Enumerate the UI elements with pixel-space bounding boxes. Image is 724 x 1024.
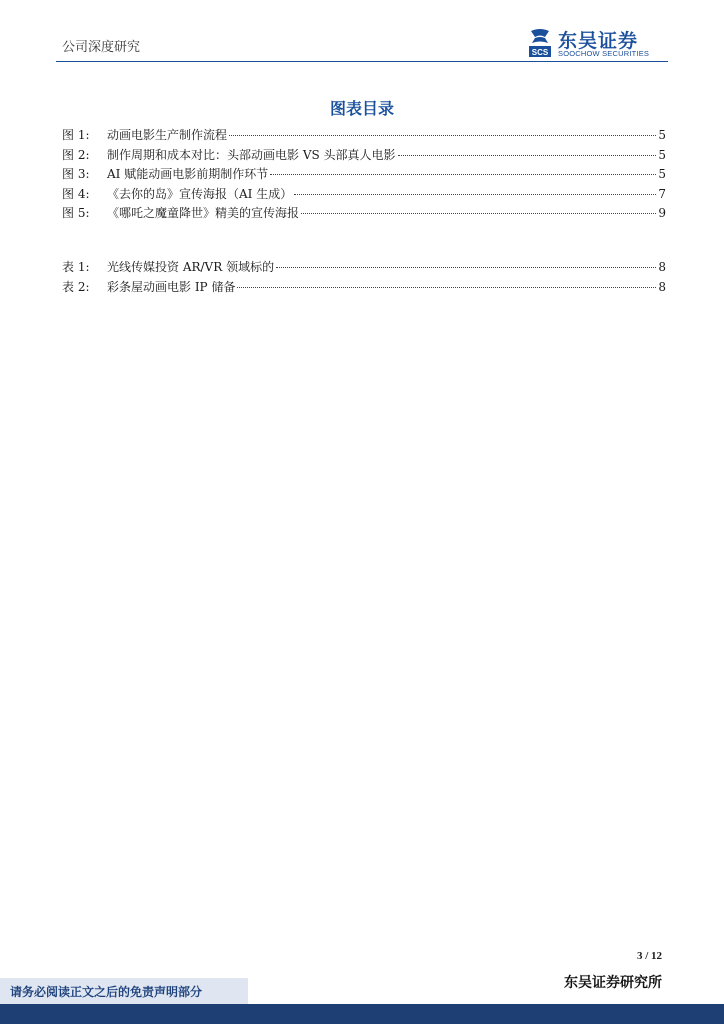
page-title: 图表目录 xyxy=(329,99,394,118)
company-logo xyxy=(527,26,677,60)
toc-entry[interactable] xyxy=(62,165,666,185)
toc-entry-page: 8 xyxy=(658,260,666,274)
toc-leader-dots xyxy=(276,267,656,268)
footer-organization: 东吴证券研究所 xyxy=(564,975,662,991)
toc-leader-dots xyxy=(270,174,656,175)
toc-entry-page: 5 xyxy=(658,128,666,142)
footer-bar xyxy=(0,1004,724,1024)
toc-entry-page: 5 xyxy=(658,147,666,162)
page-number: 3 / 12 xyxy=(636,950,662,962)
toc-entry[interactable] xyxy=(62,185,666,205)
toc-leader-dots xyxy=(229,135,656,136)
table-list xyxy=(62,258,666,297)
toc-entry-number: 图 4: xyxy=(62,186,90,201)
logo-english-name: SOOCHOW SECURITIES xyxy=(558,49,650,58)
toc-entry-number: 图 1: xyxy=(62,128,90,142)
figure-list xyxy=(62,126,666,224)
toc-entry-title: 《去你的岛》宣传海报（AI 生成） xyxy=(107,186,293,201)
toc-entry-number: 图 5: xyxy=(62,206,90,220)
toc-leader-dots xyxy=(294,194,656,195)
disclaimer-banner xyxy=(0,978,248,1004)
toc-leader-dots xyxy=(301,213,656,214)
toc-entry[interactable] xyxy=(62,126,666,146)
toc-entry-title: 光线传媒投资 AR/VR 领域标的 xyxy=(107,260,275,274)
toc-entry-page: 9 xyxy=(658,206,666,220)
toc-entry-title: 《哪吒之魔童降世》精美的宣传海报 xyxy=(107,206,300,220)
toc-entry-title: 动画电影生产制作流程 xyxy=(107,128,228,142)
toc-entry-number: 图 3: xyxy=(62,167,90,181)
toc-entry-page: 7 xyxy=(658,186,666,201)
disclaimer-text: 请务必阅读正文之后的免责声明部分 xyxy=(10,985,203,999)
soochow-logo-icon xyxy=(527,28,553,58)
toc-entry-title: 彩条屋动画电影 IP 储备 xyxy=(107,279,236,294)
logo-mark-text: SCS xyxy=(531,48,549,57)
logo-chinese-name: 东吴证券 xyxy=(558,30,639,52)
toc-leader-dots xyxy=(237,287,656,288)
toc-entry[interactable] xyxy=(62,204,666,224)
header-divider xyxy=(56,61,668,62)
toc-entry-number: 图 2: xyxy=(62,147,90,162)
toc-entry[interactable] xyxy=(62,258,666,278)
toc-entry-title: 制作周期和成本对比：头部动画电影 VS 头部真人电影 xyxy=(107,147,396,162)
toc-entry-title: AI 赋能动画电影前期制作环节 xyxy=(107,167,269,181)
toc-entry[interactable] xyxy=(62,146,666,166)
toc-entry-number: 表 1: xyxy=(62,260,90,274)
toc-entry-page: 8 xyxy=(658,279,666,294)
toc-leader-dots xyxy=(398,155,656,156)
report-type: 公司深度研究 xyxy=(62,40,141,55)
toc-entry[interactable] xyxy=(62,278,666,298)
toc-entry-number: 表 2: xyxy=(62,279,90,294)
toc-entry-page: 5 xyxy=(658,167,666,181)
